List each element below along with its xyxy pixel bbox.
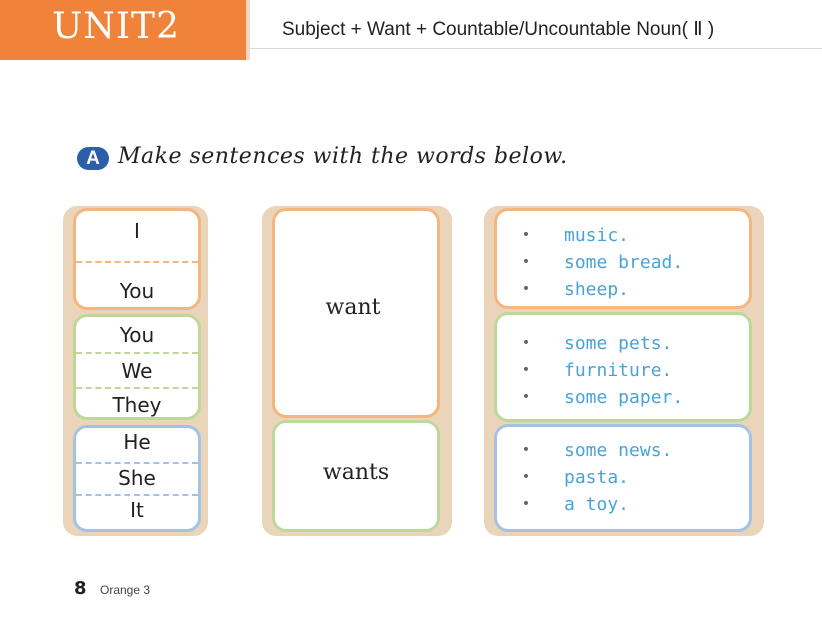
subject-divider [76, 352, 198, 354]
bullet: • [521, 335, 531, 351]
subject-divider [76, 462, 198, 464]
subject-word: He [123, 430, 151, 454]
subject-divider [76, 494, 198, 496]
subject-word: I [134, 219, 140, 243]
noun-item: sheep. [564, 279, 630, 300]
bullet: • [521, 389, 531, 405]
noun-item: pasta. [564, 467, 630, 488]
subject-word: She [118, 466, 156, 490]
verb-wants: wants [322, 460, 390, 485]
noun-bullets [516, 330, 536, 411]
bullet: • [521, 496, 531, 512]
noun-item: some paper. [564, 387, 684, 408]
page-subtitle: Subject + Want + Countable/Uncountable Noun( Ⅱ ) [282, 19, 715, 40]
noun-list-2 [564, 330, 683, 411]
page-number: 8 [74, 578, 87, 599]
noun-item: some pets. [564, 333, 673, 354]
subject-word: We [121, 359, 153, 383]
subject-word: They [112, 393, 162, 417]
instruction-text: Make sentences with the words below. [118, 144, 568, 169]
noun-item: music. [564, 225, 630, 246]
verb-want: want [325, 295, 381, 320]
noun-list-1 [564, 222, 683, 303]
bullet: • [521, 254, 531, 270]
noun-item: a toy. [564, 494, 630, 515]
bullet: • [521, 469, 531, 485]
subject-divider [76, 387, 198, 389]
noun-item: some bread. [564, 252, 684, 273]
subject-divider [76, 261, 198, 263]
bullet: • [521, 227, 531, 243]
section-badge: A [77, 147, 109, 170]
noun-list-3 [564, 437, 672, 518]
bullet: • [521, 442, 531, 458]
header-separator [246, 0, 250, 60]
header-divider [250, 48, 822, 49]
bullet: • [521, 362, 531, 378]
unit-label: UNIT2 [52, 6, 180, 47]
subject-word: You [119, 323, 155, 347]
subject-word: It [130, 498, 144, 522]
noun-bullets [516, 437, 536, 518]
subject-word: You [119, 279, 155, 303]
noun-bullets [516, 222, 536, 303]
noun-item: furniture. [564, 360, 673, 381]
book-title: Orange 3 [100, 583, 151, 597]
noun-item: some news. [564, 440, 673, 461]
bullet: • [521, 281, 531, 297]
